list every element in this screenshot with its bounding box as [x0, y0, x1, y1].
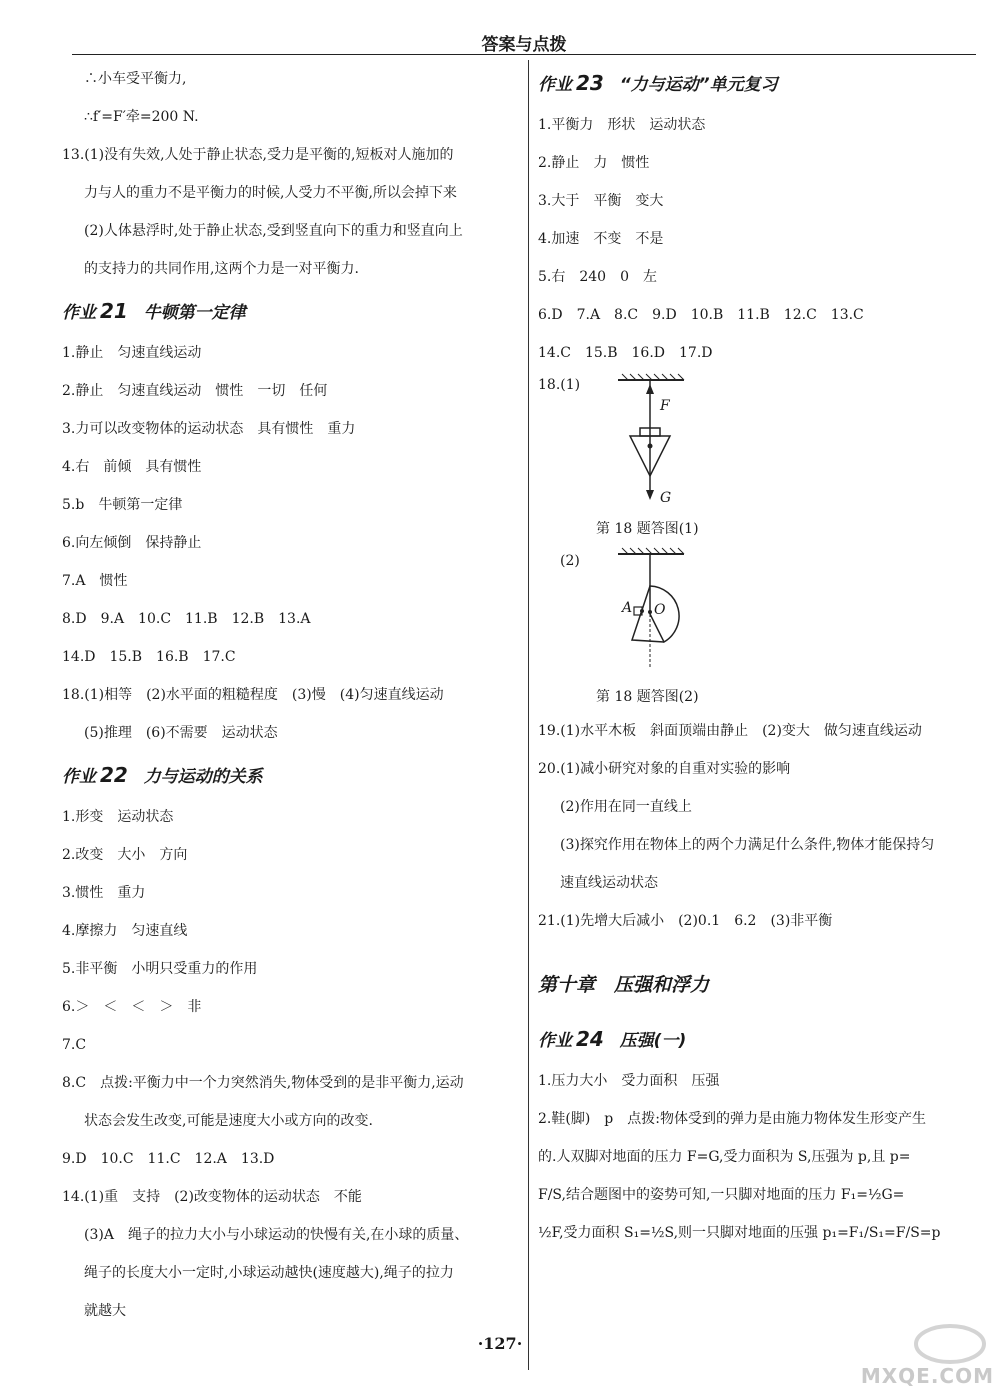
- section-prefix: 作业: [538, 75, 572, 95]
- answer-line: 14.(1)重 支持 (2)改变物体的运动状态 不能: [62, 1189, 362, 1205]
- answer-line: 绳子的长度大小一定时,小球运动越快(速度越大),绳子的拉力: [84, 1265, 454, 1281]
- section-number: 24: [576, 1027, 604, 1051]
- section-heading-hw21: [62, 288, 520, 334]
- section-title: 压强(一): [619, 1031, 687, 1051]
- answer-line: 3.惯性 重力: [62, 885, 146, 901]
- figure-label: (2): [560, 553, 580, 569]
- section-number: 22: [100, 763, 128, 787]
- section-title: “力与运动”单元复习: [619, 75, 778, 95]
- figure-caption: 第 18 题答图(2): [596, 689, 699, 705]
- answer-line: (2)作用在同一直线上: [560, 799, 692, 815]
- answer-line: 1.静止 匀速直线运动: [62, 345, 202, 361]
- answer-line: 的.人双脚对地面的压力 F=G,受力面积为 S,压强为 p,且 p=: [538, 1149, 911, 1165]
- answer-line: 6.向左倾倒 保持静止: [62, 535, 202, 551]
- hanging-cone-diagram: [598, 372, 718, 512]
- figure-18-1: [538, 372, 978, 514]
- section-heading-hw23: [538, 60, 978, 106]
- point-label-a: A: [622, 600, 633, 616]
- answer-line: 5.非平衡 小明只受重力的作用: [62, 961, 258, 977]
- answer-line: ½F,受力面积 S₁=½S,则一只脚对地面的压强 p₁=F₁/S₁=F/S=p: [538, 1225, 941, 1241]
- header-title: 答案与点拨: [481, 35, 567, 55]
- answer-line: 4.右 前倾 具有惯性: [62, 459, 202, 475]
- force-label-f: F: [660, 398, 670, 414]
- section-heading-hw22: [62, 752, 520, 798]
- figure-caption: 第 18 题答图(1): [596, 521, 699, 537]
- section-heading-hw24: [538, 1016, 978, 1062]
- answer-line: 2.静止 力 惯性: [538, 155, 650, 171]
- answer-line: 19.(1)水平木板 斜面顶端由静止 (2)变大 做匀速直线运动: [538, 723, 922, 739]
- answer-line: (5)推理 (6)不需要 运动状态: [84, 725, 278, 741]
- answer-line: 8.D 9.A 10.C 11.B 12.B 13.A: [62, 611, 311, 627]
- hanging-semicircle-diagram: [598, 544, 738, 682]
- answer-line: 速直线运动状态: [560, 875, 658, 891]
- answer-line: (2)人体悬浮时,处于静止状态,受到竖直向下的重力和竖直向上: [84, 223, 463, 239]
- chapter-heading: 第十章 压强和浮力: [538, 974, 710, 996]
- answer-line: 4.摩擦力 匀速直线: [62, 923, 188, 939]
- section-number: 21: [100, 299, 128, 323]
- section-prefix: 作业: [62, 767, 96, 787]
- answer-line: 的支持力的共同作用,这两个力是一对平衡力.: [84, 261, 359, 277]
- answer-line: 7.C: [62, 1037, 87, 1053]
- point-label-o: O: [654, 602, 666, 618]
- section-prefix: 作业: [538, 1031, 572, 1051]
- page-header: [72, 28, 976, 55]
- answer-line: 2.静止 匀速直线运动 惯性 一切 任何: [62, 383, 328, 399]
- answer-line: 1.形变 运动状态: [62, 809, 174, 825]
- answer-line: 6.＞ ＜ ＜ ＞ 非: [62, 999, 202, 1015]
- answer-line: 状态会发生改变,可能是速度大小或方向的改变.: [84, 1113, 373, 1129]
- watermark-logo: [840, 1318, 1000, 1392]
- answer-line: ∴小车受平衡力,: [84, 71, 187, 87]
- answer-line: 18.(1)相等 (2)水平面的粗糙程度 (3)慢 (4)匀速直线运动: [62, 687, 444, 703]
- force-label-g: G: [660, 490, 672, 506]
- section-title: 力与运动的关系: [143, 767, 263, 787]
- answer-line: 1.压力大小 受力面积 压强: [538, 1073, 720, 1089]
- answer-line: 力与人的重力不是平衡力的时候,人受力不平衡,所以会掉下来: [84, 185, 457, 201]
- answer-line: F/S,结合题图中的姿势可知,一只脚对地面的压力 F₁=½G=: [538, 1187, 905, 1203]
- answer-line: 3.力可以改变物体的运动状态 具有惯性 重力: [62, 421, 356, 437]
- figure-label: 18.(1): [538, 377, 581, 393]
- watermark-text: MXQE.COM: [860, 1364, 994, 1388]
- answer-line: 4.加速 不变 不是: [538, 231, 664, 247]
- answer-line: 7.A 惯性: [62, 573, 128, 589]
- answer-line: 就越大: [84, 1303, 126, 1319]
- section-prefix: 作业: [62, 303, 96, 323]
- right-column: [538, 60, 978, 1252]
- answer-line: 14.C 15.B 16.D 17.D: [538, 345, 713, 361]
- page-number: ·127·: [477, 1334, 523, 1353]
- answer-line: (3)探究作用在物体上的两个力满足什么条件,物体才能保持匀: [560, 837, 935, 853]
- answer-line: 2.改变 大小 方向: [62, 847, 188, 863]
- answer-line: 20.(1)减小研究对象的自重对实验的影响: [538, 761, 791, 777]
- answer-line: 5.右 240 0 左: [538, 269, 657, 285]
- answer-line: (3)A 绳子的拉力大小与小球运动的快慢有关,在小球的质量、: [84, 1227, 469, 1243]
- section-number: 23: [576, 71, 604, 95]
- answer-line: 6.D 7.A 8.C 9.D 10.B 11.B 12.C 13.C: [538, 307, 864, 323]
- answer-line: 3.大于 平衡 变大: [538, 193, 664, 209]
- answer-line: 2.鞋(脚) p 点拨:物体受到的弹力是由施力物体发生形变产生: [538, 1111, 926, 1127]
- answer-line: 9.D 10.C 11.C 12.A 13.D: [62, 1151, 275, 1167]
- answer-line: 21.(1)先增大后减小 (2)0.1 6.2 (3)非平衡: [538, 913, 833, 929]
- answer-line: ∴f′=F′牵=200 N.: [84, 109, 199, 125]
- section-title: 牛顿第一定律: [143, 303, 246, 323]
- figure-18-2: [538, 544, 978, 682]
- left-column: [62, 60, 520, 1330]
- column-divider: [528, 60, 529, 1370]
- answer-line: 5.b 牛顿第一定律: [62, 497, 183, 513]
- answer-line: 8.C 点拨:平衡力中一个力突然消失,物体受到的是非平衡力,运动: [62, 1075, 464, 1091]
- answer-line: 1.平衡力 形状 运动状态: [538, 117, 706, 133]
- answer-line: 14.D 15.B 16.B 17.C: [62, 649, 236, 665]
- answer-line: 13.(1)没有失效,人处于静止状态,受力是平衡的,短板对人施加的: [62, 147, 454, 163]
